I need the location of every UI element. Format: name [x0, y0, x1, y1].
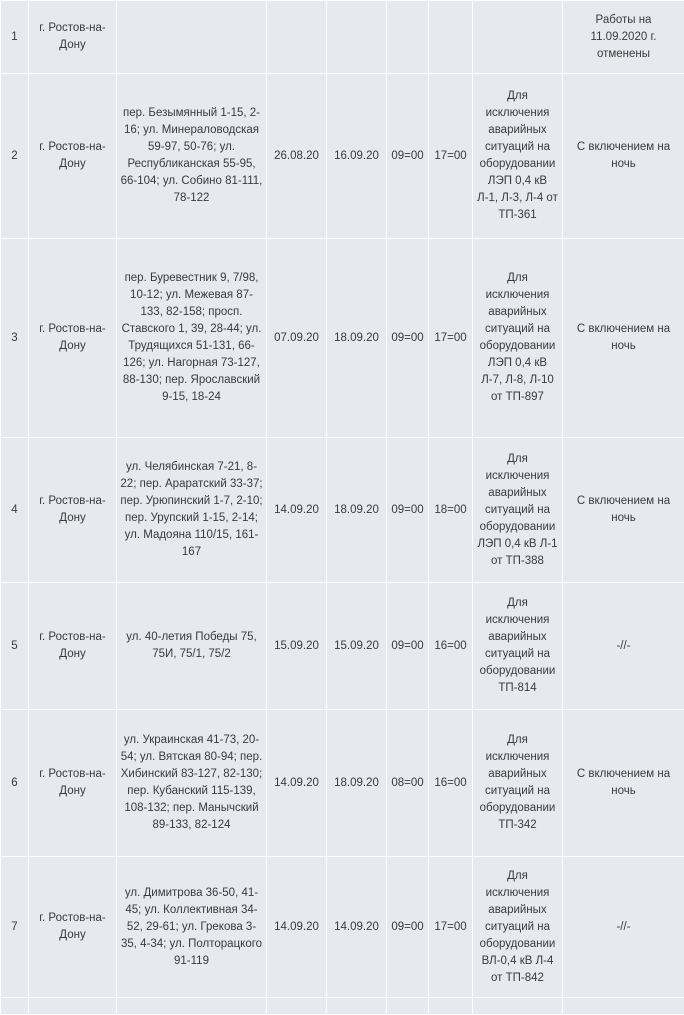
table-row	[1, 583, 684, 710]
city-cell: г. Ростов-на-Дону	[29, 1, 117, 74]
table-row	[1, 239, 684, 438]
table-row	[1, 998, 684, 1015]
city-cell: г. Ростов-на-Дону	[29, 857, 117, 998]
time-end-cell	[429, 998, 473, 1015]
date-start-cell: 14.09.20	[267, 710, 327, 857]
time-start-cell: 09=00	[387, 438, 429, 583]
table-row	[1, 438, 684, 583]
date-start-cell: 15.09.20	[267, 583, 327, 710]
city-cell: г. Ростов-на-Дону	[29, 74, 117, 239]
address-cell: ул. 40-летия Победы 75, 75И, 75/1, 75/2	[117, 583, 267, 710]
time-start-cell	[387, 1, 429, 74]
city-cell: г. Ростов-на-Дону	[29, 710, 117, 857]
date-start-cell	[267, 998, 327, 1015]
address-cell: пер. Буревестник 9, 7/98, 10-12; ул. Межевая 87-133, 82-158; просп. Ставского 1, 39, 28-44; ул. Трудящихся 51-131, 66-126; ул. Нагорная 73-127, 88-130; пер. Ярославский 9-15, 18-24	[117, 239, 267, 438]
reason-cell: Для исключения аварийных ситуаций на оборудовании ТП-814	[473, 583, 563, 710]
reason-cell: Для исключения аварийных ситуаций на оборудовании ТП-342	[473, 710, 563, 857]
time-start-cell: 08=00	[387, 710, 429, 857]
city-cell: г. Ростов-на-Дону	[29, 239, 117, 438]
note-cell: С включением на ночь	[563, 74, 684, 239]
time-end-cell: 17=00	[429, 74, 473, 239]
city-cell: г. Ростов-на-Дону	[29, 583, 117, 710]
reason-cell	[473, 998, 563, 1015]
date-start-cell: 14.09.20	[267, 438, 327, 583]
note-cell: С включением на ночь	[563, 710, 684, 857]
date-end-cell: 16.09.20	[327, 74, 387, 239]
note-cell: С включением на ночь	[563, 438, 684, 583]
reason-cell: Для исключения аварийных ситуаций на оборудовании ЛЭП 0,4 кВ Л-1, Л-3, Л-4 от ТП-361	[473, 74, 563, 239]
row-number: 2	[1, 74, 29, 239]
date-start-cell: 26.08.20	[267, 74, 327, 239]
address-cell: пер. Безымянный 1-15, 2-16; ул. Минераловодская 59-97, 50-76; ул. Республиканская 55-95, 66-104; ул. Собино 81-111, 78-122	[117, 74, 267, 239]
date-start-cell: 14.09.20	[267, 857, 327, 998]
time-start-cell: 09=00	[387, 583, 429, 710]
time-start-cell: 09=00	[387, 857, 429, 998]
row-number: 6	[1, 710, 29, 857]
time-end-cell: 17=00	[429, 239, 473, 438]
table-row	[1, 1, 684, 74]
note-cell: Работы на 11.09.2020 г. отменены	[563, 1, 684, 74]
date-end-cell: 18.09.20	[327, 710, 387, 857]
note-cell: -//-	[563, 857, 684, 998]
time-end-cell: 17=00	[429, 857, 473, 998]
city-cell	[29, 998, 117, 1015]
row-number: 1	[1, 1, 29, 74]
reason-cell	[473, 1, 563, 74]
row-number: 7	[1, 857, 29, 998]
city-cell: г. Ростов-на-Дону	[29, 438, 117, 583]
reason-cell: Для исключения аварийных ситуаций на оборудовании ЛЭП 0,4 кВ Л-1 от ТП-388	[473, 438, 563, 583]
reason-cell: Для исключения аварийных ситуаций на оборудовании ВЛ-0,4 кВ Л-4 от ТП-842	[473, 857, 563, 998]
time-start-cell: 09=00	[387, 239, 429, 438]
date-end-cell: 18.09.20	[327, 438, 387, 583]
row-number: 4	[1, 438, 29, 583]
table-row	[1, 74, 684, 239]
reason-cell: Для исключения аварийных ситуаций на оборудовании ЛЭП 0,4 кВ Л-7, Л-8, Л-10 от ТП-897	[473, 239, 563, 438]
time-end-cell: 16=00	[429, 710, 473, 857]
address-cell	[117, 998, 267, 1015]
address-cell	[117, 1, 267, 74]
date-end-cell: 15.09.20	[327, 583, 387, 710]
time-start-cell	[387, 998, 429, 1015]
date-start-cell: 07.09.20	[267, 239, 327, 438]
date-start-cell	[267, 1, 327, 74]
date-end-cell: 18.09.20	[327, 239, 387, 438]
row-number	[1, 998, 29, 1015]
table-row	[1, 710, 684, 857]
date-end-cell: 14.09.20	[327, 857, 387, 998]
time-end-cell	[429, 1, 473, 74]
address-cell: ул. Димитрова 36-50, 41-45; ул. Коллективная 34-52, 29-61; ул. Грекова 3-35, 4-34; ул. Полторацкого 91-119	[117, 857, 267, 998]
note-cell	[563, 998, 684, 1015]
note-cell: -//-	[563, 583, 684, 710]
address-cell: ул. Украинская 41-73, 20-54; ул. Вятская 80-94; пер. Хибинский 83-127, 82-130; пер. Кубанский 115-139, 108-132; пер. Манычский 89-133, 82-124	[117, 710, 267, 857]
note-cell: С включением на ночь	[563, 239, 684, 438]
date-end-cell	[327, 998, 387, 1015]
row-number: 5	[1, 583, 29, 710]
table-row	[1, 857, 684, 998]
date-end-cell	[327, 1, 387, 74]
time-end-cell: 18=00	[429, 438, 473, 583]
address-cell: ул. Челябинская 7-21, 8-22; пер. Араратский 33-37; пер. Урюпинский 1-7, 2-10; пер. Урупский 1-15, 2-14; ул. Мадояна 110/15, 161-167	[117, 438, 267, 583]
time-start-cell: 09=00	[387, 74, 429, 239]
row-number: 3	[1, 239, 29, 438]
time-end-cell: 16=00	[429, 583, 473, 710]
